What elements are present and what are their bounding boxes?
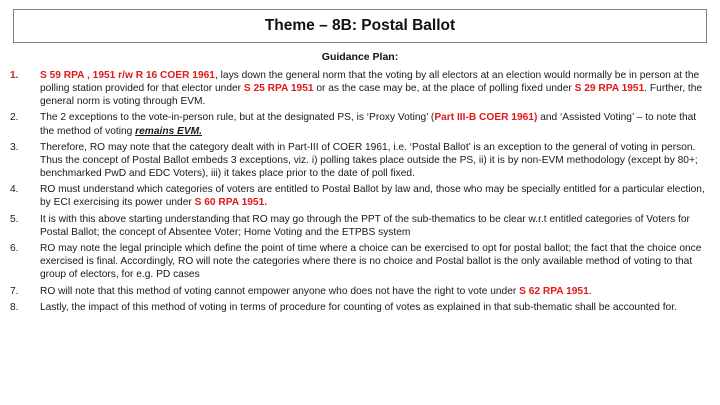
item-number: 7. (10, 285, 19, 297)
text-segment: RO must understand which categories of voters are entitled to Postal Ballot by law and, those who may be specially entitled for a particular election, by ECI exercising its power under (40, 184, 705, 209)
list-item (10, 141, 710, 180)
item-text: Lastly, the impact of this method of voting in terms of procedure for counting of votes as explained in that sub-thematic shall be accounted for. (40, 301, 677, 313)
list-item (10, 301, 710, 314)
text-segment: and ‘Assisted Voting’ – to note that the method of voting (40, 112, 697, 137)
text-segment: RO will note that this method of voting cannot empower anyone who does not have the right to vote under (40, 285, 520, 297)
item-number: 2. (10, 112, 19, 124)
item-text (40, 285, 710, 298)
item-text: Therefore, RO may note that the category dealt with in Part-III of COER 1961, i.e. ‘Postal Ballot’ is an exception to the general of voting in person. Thus the concept of Postal Ballot embeds 3 exceptions, viz. i) polling takes place outside the PS, ii) it is by non-EVM methodology (except by 80+; benchmarked PwD and EDC Voters), iii) it takes place prior to the date of poll fixed. (40, 141, 698, 180)
item-text: RO may note the legal principle which define the point of time where a choice can be exercised to opt for postal ballot; the fact that the choice once exercised is final. Accordingly, RO will note the categories where there is no choice and Postal ballot is the only available method of voting to that group of electors, for e.g. PD cases (40, 243, 702, 281)
legal-reference: S 59 RPA , 1951 r/w R 16 COER 1961 (40, 70, 215, 81)
item-text (40, 69, 710, 108)
item-number: 6. (10, 243, 19, 255)
list-item (10, 69, 710, 108)
legal-reference: S 29 RPA 1951 (574, 83, 645, 95)
slide-title: Theme – 8B: Postal Ballot (264, 17, 456, 34)
text-segment: The 2 exceptions to the vote-in-person rule, but at the designated PS, is ‘Proxy Voting’ ( (40, 112, 435, 124)
item-number: 3. (10, 141, 19, 153)
list-item (10, 213, 710, 239)
item-text (40, 111, 710, 137)
text-segment: or as the case may be, at the place of polling fixed under (313, 83, 575, 95)
item-text (40, 183, 710, 209)
emphasis-text: remains EVM. (135, 125, 202, 137)
item-number: 4. (10, 184, 19, 196)
item-number: 8. (10, 301, 19, 313)
item-text: It is with this above starting understanding that RO may go through the PPT of the sub-thematics to be clear w.r.t entitled categories of Voters for Postal Ballot; the concept of Absentee Voter; Home Voting and the ETPBS system (40, 213, 690, 238)
legal-reference: S 62 RPA 1951 (519, 285, 589, 297)
list-item (10, 285, 710, 298)
text-segment: , lays down the general norm that the voting by all electors at an election would normally be in person at the polling station provided for that elector under (40, 70, 700, 95)
list-item (10, 111, 710, 137)
legal-reference: Part III-B COER 1961) (434, 112, 538, 124)
slide-title-box (13, 9, 707, 43)
legal-reference: S 25 RPA 1951 (243, 83, 314, 95)
list-item (10, 183, 710, 209)
item-number: 1. (10, 70, 19, 81)
text-segment: . Further, the general norm is voting through EVM. (40, 83, 703, 108)
text-segment: . (588, 285, 592, 297)
legal-reference: S 60 RPA 1951. (194, 197, 268, 209)
list-item (10, 242, 710, 281)
guidance-plan-heading: Guidance Plan: (321, 51, 399, 63)
guidance-plan-list (10, 69, 710, 317)
item-number: 5. (10, 213, 19, 225)
